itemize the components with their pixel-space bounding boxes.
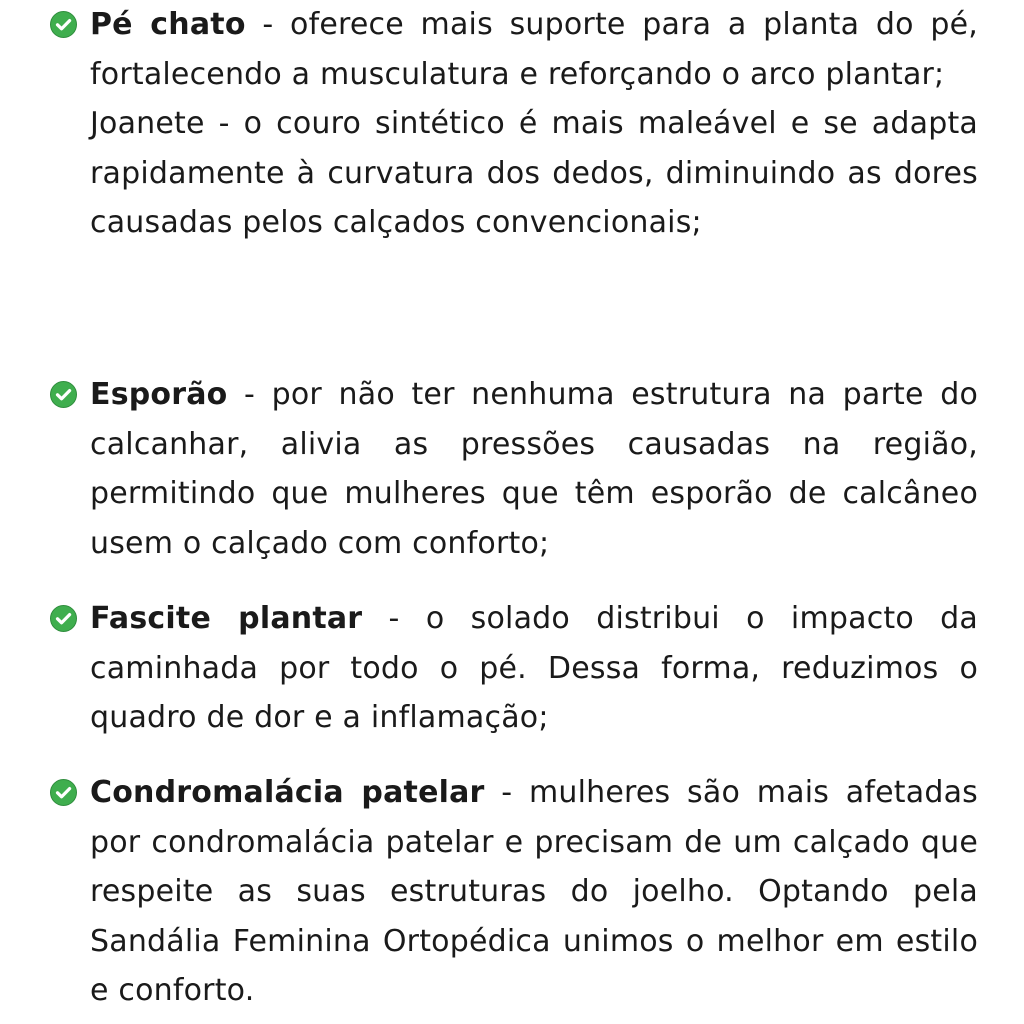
item-term: Pé chato [90,7,246,42]
item-term: Esporão [90,377,228,412]
check-circle-icon [50,605,77,632]
list-item-text [90,768,978,1016]
check-circle-icon [50,381,77,408]
item-description: - por não ter nenhuma estrutura na parte do calcanhar, alivia as pressões causadas na região, permitindo que mulheres que têm esporão de calcâneo usem o calçado com conforto; [90,377,978,561]
item-description: - o solado distribui o impacto da caminhada por todo o pé. Dessa forma, reduzimos o quadro de dor e a inflamação; [90,601,978,735]
item-description: - oferece mais suporte para a planta do pé, fortalecendo a musculatura e reforçando o arco plantar; [90,7,978,92]
list-item-fascite-plantar [50,594,978,743]
check-circle-icon [50,11,77,38]
item-term: Condromalácia patelar [90,775,485,810]
list-item-pe-chato [50,0,978,248]
list-item-continuation: Joanete - o couro sintético é mais maleável e se adapta rapidamente à curvatura dos dedos, diminuindo as dores causadas pelos calçados convencionais; [90,106,978,240]
list-item-text [90,0,978,99]
item-term: Fascite plantar [90,601,363,636]
list-item-text [90,370,978,568]
check-circle-icon [50,779,77,806]
list-item-condromalacia-patelar [50,768,978,1016]
list-item-esporao [50,370,978,568]
item-description: - mulheres são mais afetadas por condromalácia patelar e precisam de um calçado que respeite as suas estruturas do joelho. Optando pela Sandália Feminina Ortopédica unimos o melhor em estilo e conforto. [90,775,978,1008]
list-item-text [90,594,978,743]
